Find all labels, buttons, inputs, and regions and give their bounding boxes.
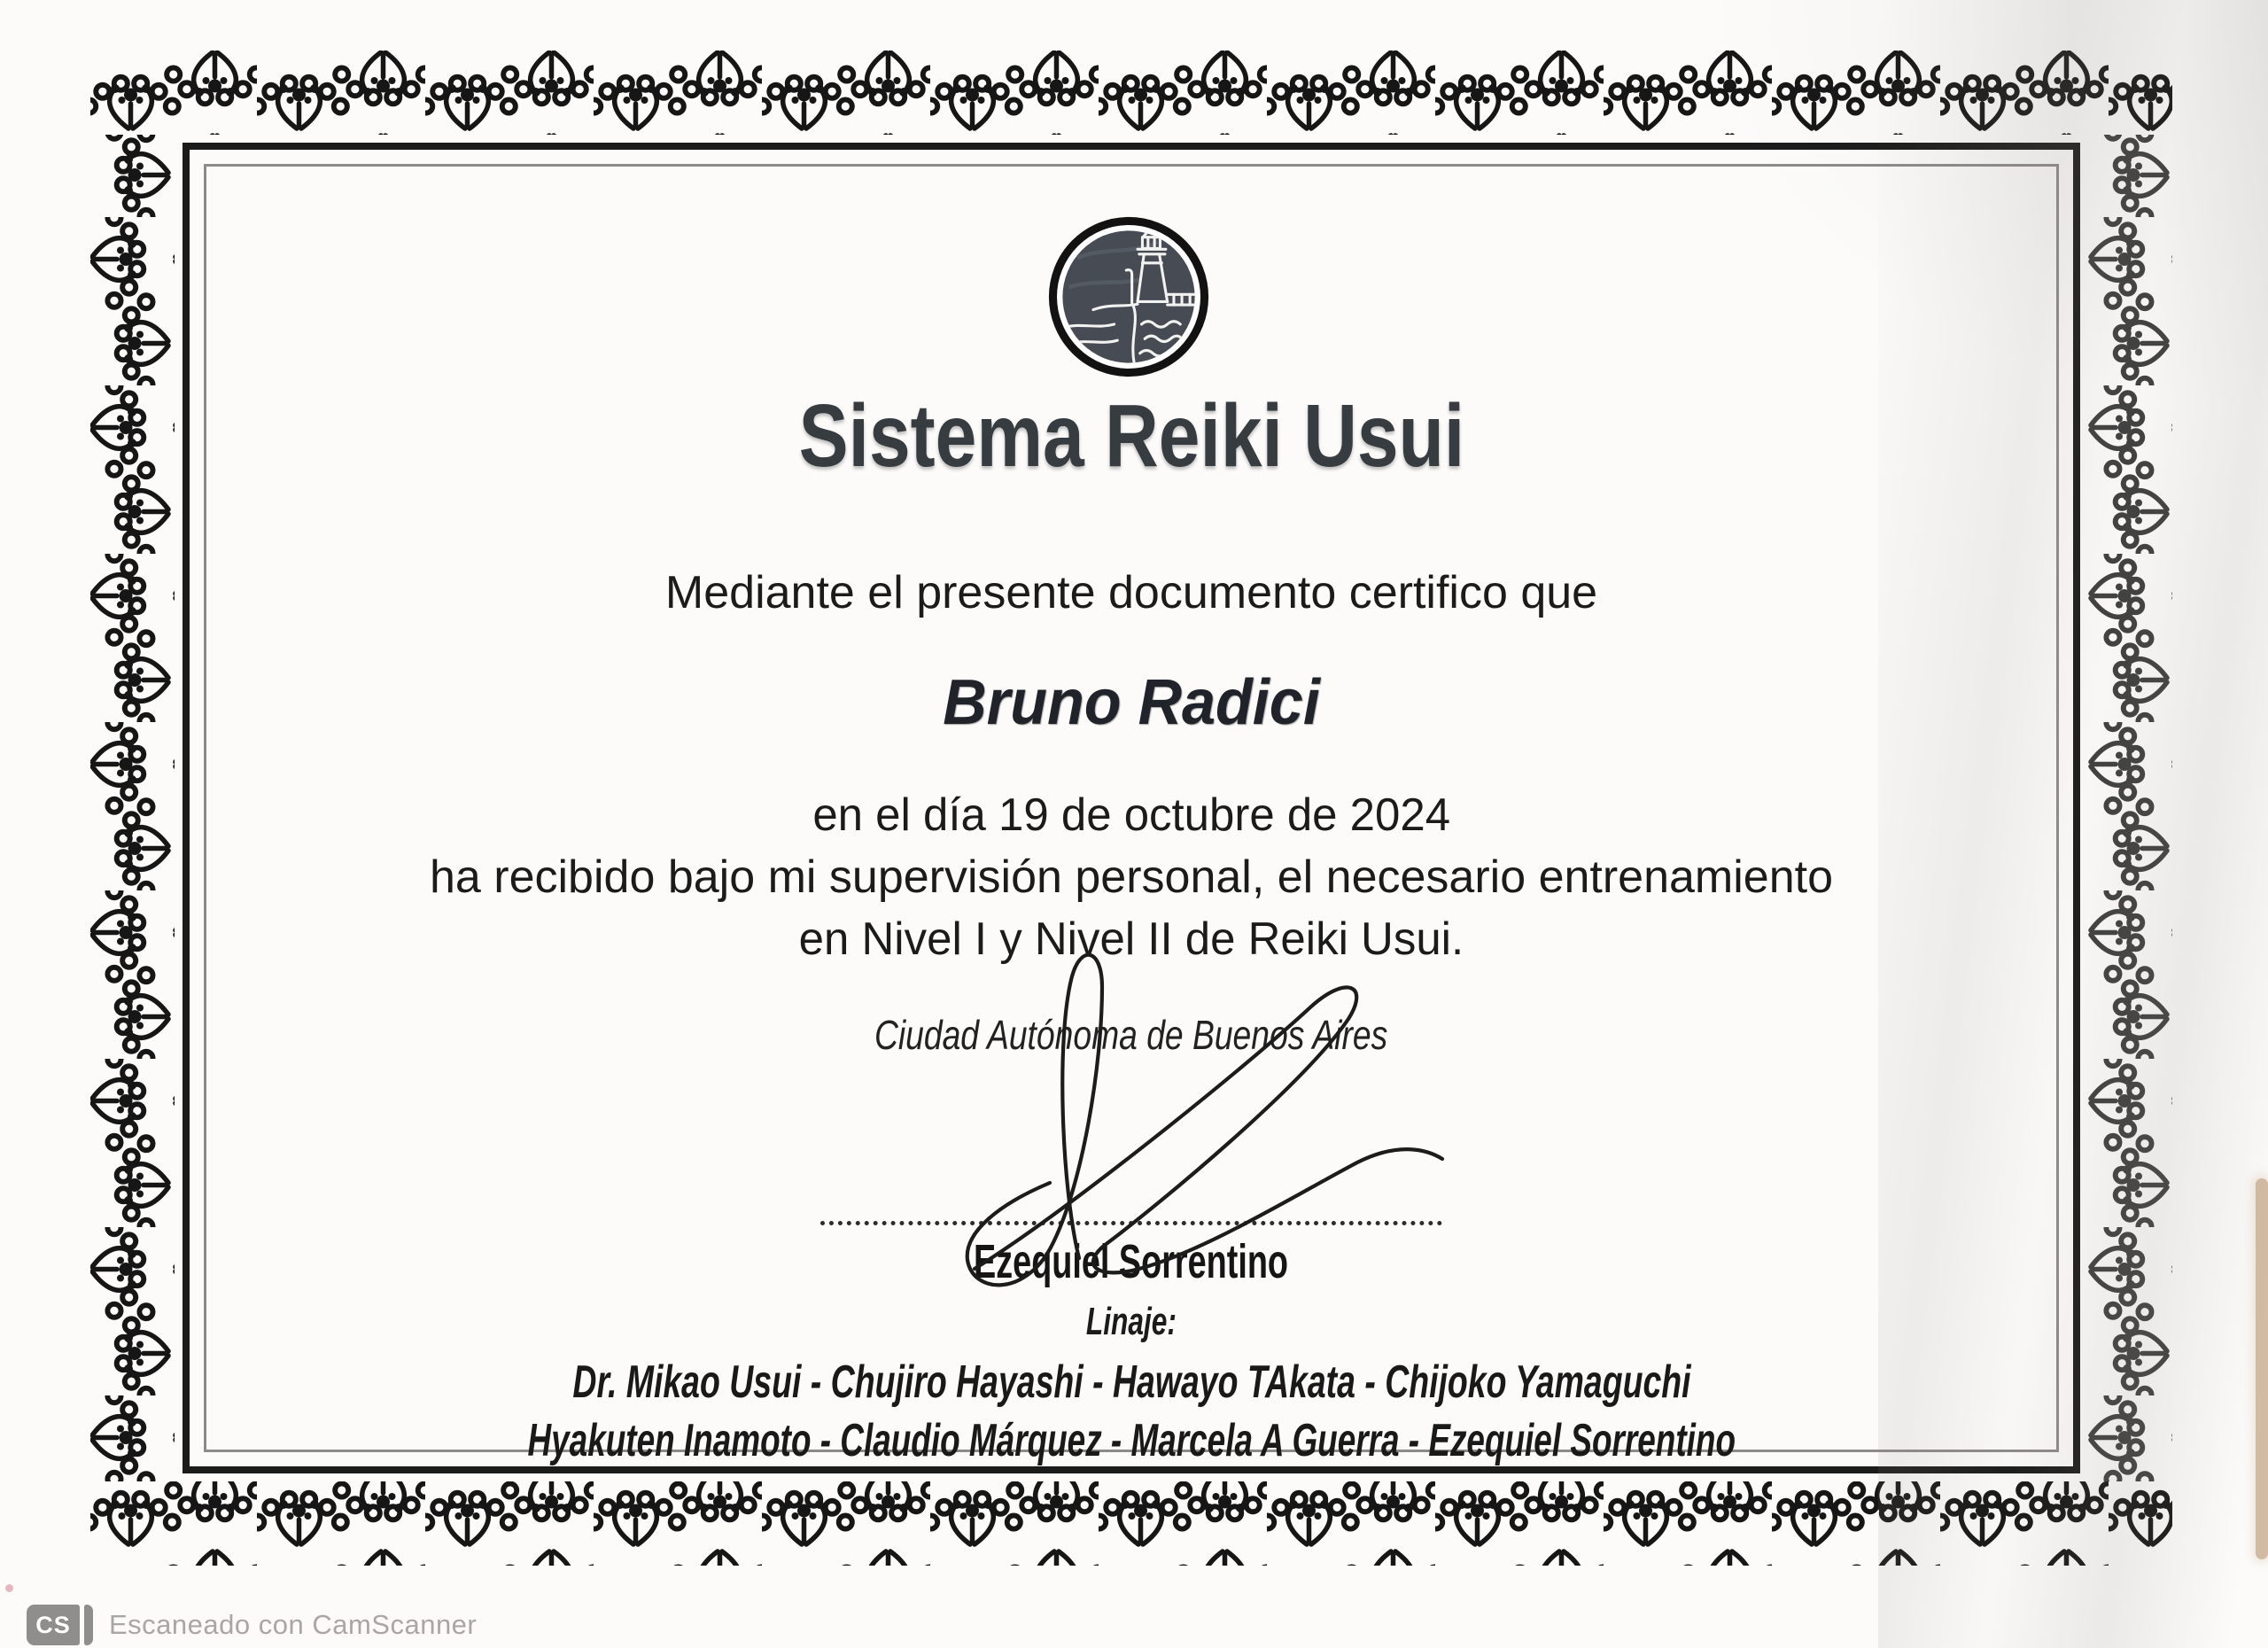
camscanner-icon-text: CS	[35, 1611, 71, 1638]
certificate-title: Sistema Reiki Usui	[798, 386, 1464, 486]
intro-text: Mediante el presente documento certifico que	[664, 567, 1598, 618]
scan-edge-artifact	[2256, 1178, 2268, 1559]
camscanner-footer	[27, 1604, 477, 1646]
recipient-name: Bruno Radici	[943, 667, 1320, 738]
location-text: Ciudad Autónoma de Buenos Aires	[874, 1012, 1388, 1058]
certificate-content	[89, 49, 2174, 1567]
date-text: en el día 19 de octubre de 2024	[812, 789, 1450, 841]
certificate	[89, 49, 2174, 1567]
camscanner-icon-bar	[84, 1605, 93, 1645]
body-text-1: ha recibido bajo mi supervisión personal, el necesario entrenamiento	[429, 851, 1834, 903]
camscanner-icon	[27, 1605, 93, 1645]
signer-name: Ezequiel Sorrentino	[974, 1235, 1289, 1288]
body-text-2: en Nivel I y Nivel II de Reiki Usui.	[798, 913, 1464, 965]
lineage-label: Linaje:	[1085, 1300, 1177, 1343]
scan-speck	[5, 1584, 13, 1592]
lineage-line-2: Hyakuten Inamoto - Claudio Márquez - Marcela A Guerra - Ezequiel Sorrentino	[527, 1415, 1736, 1466]
lineage-line-1: Dr. Mikao Usui - Chujiro Hayashi - Hawayo TAkata - Chijoko Yamaguchi	[571, 1356, 1691, 1408]
camscanner-label: Escaneado con CamScanner	[109, 1609, 478, 1640]
signature-scribble	[850, 921, 1471, 1294]
